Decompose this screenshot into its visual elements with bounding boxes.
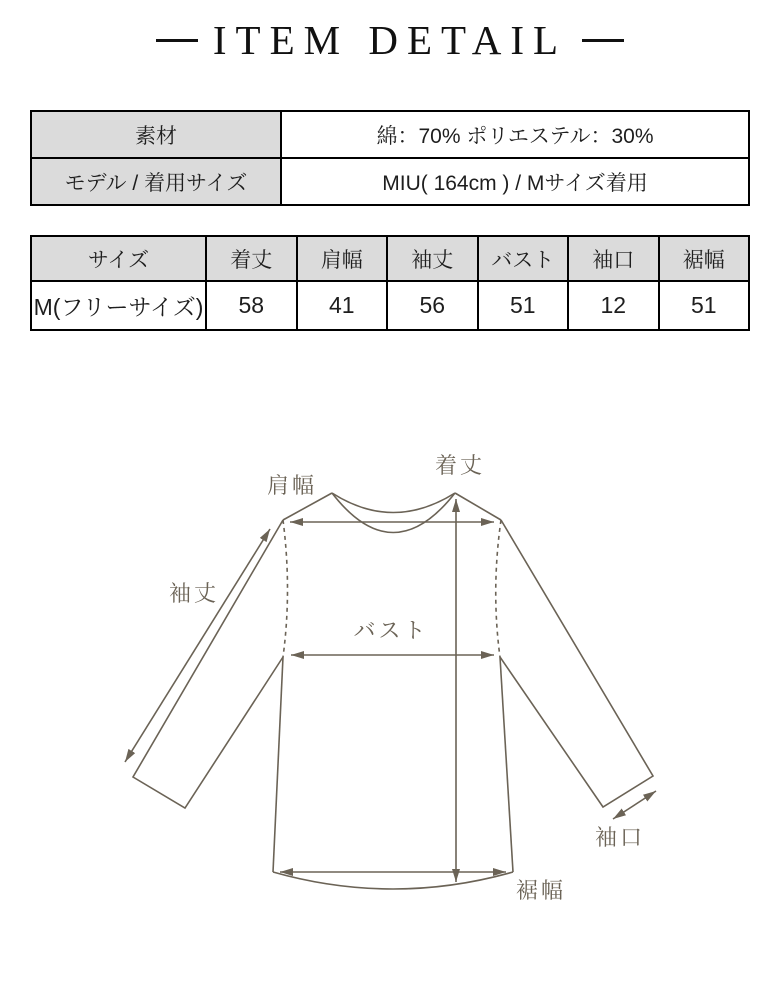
info-value-material: 綿：70% ポリエステル：30% <box>281 111 749 158</box>
hem-curve-path <box>273 872 513 889</box>
info-label-model: モデル / 着用サイズ <box>31 158 281 205</box>
page-title: ITEM DETAIL <box>212 17 568 63</box>
info-value-model: MIU( 164cm ) / Mサイズ着用 <box>281 158 749 205</box>
section-header <box>0 16 780 64</box>
armhole-left-dashed-path <box>283 520 288 657</box>
size-cell-size: M(フリーサイズ) <box>31 281 206 330</box>
info-row-model <box>31 158 749 205</box>
size-table <box>30 235 750 331</box>
size-cell-hem: 51 <box>659 281 750 330</box>
sleeve-length-arrow <box>125 529 270 762</box>
size-cell-cuff: 12 <box>568 281 659 330</box>
size-col-header-length: 着丈 <box>206 236 297 281</box>
shoulder-seam-right-path <box>455 493 501 520</box>
size-col-header-sleeve: 袖丈 <box>387 236 478 281</box>
size-col-header-hem: 裾幅 <box>659 236 750 281</box>
armhole-right-dashed-path <box>496 520 501 657</box>
size-cell-shoulder: 41 <box>297 281 388 330</box>
sleeve-left-path <box>133 520 283 808</box>
label-shoulder-width: 肩幅 <box>266 473 318 498</box>
label-hem-width: 裾幅 <box>515 878 567 903</box>
info-label-material: 素材 <box>31 111 281 158</box>
size-col-header-shoulder: 肩幅 <box>297 236 388 281</box>
product-info-table <box>30 110 750 206</box>
title-right-rule <box>582 39 624 42</box>
garment-measurement-diagram <box>0 420 780 980</box>
size-col-header-size: サイズ <box>31 236 206 281</box>
side-seam-left-path <box>273 657 283 872</box>
label-length: 着丈 <box>434 453 486 478</box>
size-cell-length: 58 <box>206 281 297 330</box>
info-row-material <box>31 111 749 158</box>
size-cell-bust: 51 <box>478 281 569 330</box>
label-sleeve-length: 袖丈 <box>168 581 220 606</box>
label-cuff: 袖口 <box>594 825 646 850</box>
title-left-rule <box>156 39 198 42</box>
size-col-header-bust: バスト <box>478 236 569 281</box>
sleeve-right-path <box>500 520 653 807</box>
neckline-back-path <box>332 493 455 513</box>
size-cell-sleeve: 56 <box>387 281 478 330</box>
label-bust: バスト <box>353 618 429 643</box>
side-seam-right-path <box>500 657 513 872</box>
size-col-header-cuff: 袖口 <box>568 236 659 281</box>
size-table-data-row <box>31 281 749 330</box>
cuff-arrow <box>613 791 656 819</box>
size-table-header-row <box>31 236 749 281</box>
